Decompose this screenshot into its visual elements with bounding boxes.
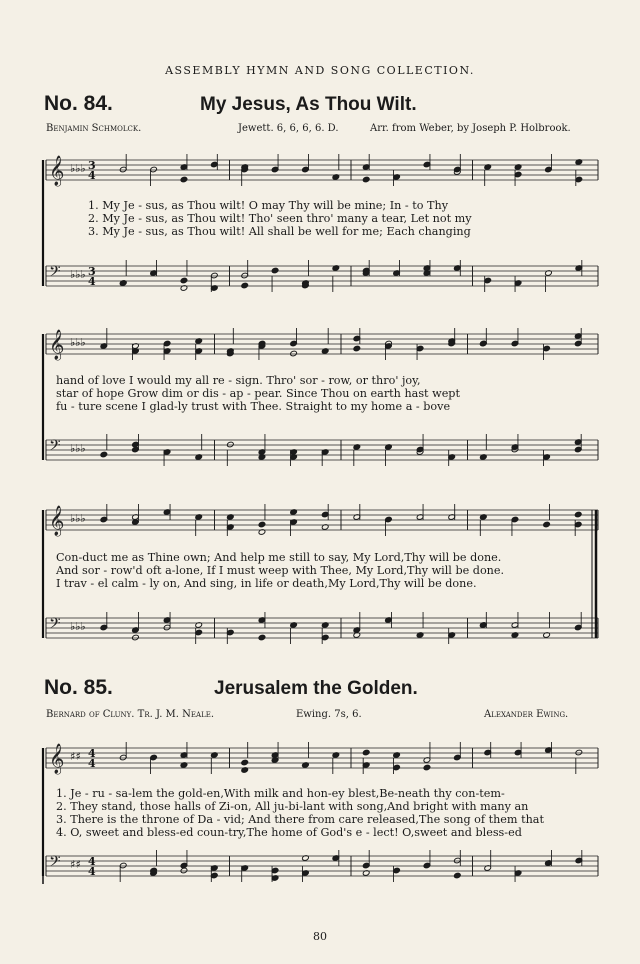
time-signature-top: 3	[88, 265, 96, 278]
hymn-84-s2-line-3: fu - ture scene I glad-ly trust with Thee. Straight to my home a - bove	[56, 400, 451, 413]
hymn-84-arrangement: Arr. from Weber, by Joseph P. Holbrook.	[370, 123, 571, 134]
bass-clef-icon: 𝄢	[49, 437, 61, 458]
time-signature-bottom: 4	[88, 865, 96, 878]
h84-system-2-treble-note	[353, 345, 361, 352]
sharp-icon: ♯♯	[70, 750, 81, 763]
hymn-84-number: No. 84.	[44, 92, 113, 115]
bass-clef-icon: 𝄢	[49, 263, 61, 284]
h84-system-3-bass-note	[132, 634, 140, 641]
h84-system-3-treble-note	[543, 521, 551, 528]
h85-system-1-bass-note	[454, 872, 462, 879]
h85-system-1-treble-note	[423, 764, 431, 771]
hymn-85-line-4: 4. O, sweet and bless-ed coun-try,The home of God's e - lect! O,sweet and bless-ed	[56, 826, 522, 839]
h84-system-1-treble-note	[362, 176, 370, 183]
time-signature-bottom: 4	[88, 757, 96, 770]
hymn-85-line-3: 3. There is the throne of Da - vid; And there from care released,The song of them that	[56, 813, 544, 826]
h84-system-2-bass-note	[100, 451, 108, 458]
hymn-84-title: My Jesus, As Thou Wilt.	[200, 94, 417, 115]
treble-clef-icon: 𝄞	[49, 744, 65, 774]
treble-clef-icon: 𝄞	[49, 156, 65, 186]
hymn-84-s2-line-2: star of hope Grow dim or dis - ap - pear. Since Thou on earth hast wept	[56, 387, 460, 400]
time-signature-top: 4	[88, 855, 96, 868]
h84-system-2-bass-note	[227, 441, 235, 448]
hymn-85-author: Bernard of Cluny. Tr. J. M. Neale.	[46, 709, 215, 720]
flat-icon: ♭♭♭	[70, 268, 86, 281]
h84-system-2-treble-note	[290, 350, 298, 357]
running-head: ASSEMBLY HYMN AND SONG COLLECTION.	[165, 64, 475, 77]
hymn-84-author: Benjamin Schmolck.	[46, 123, 142, 134]
treble-clef-icon: 𝄞	[49, 506, 65, 536]
h84-system-3-treble-note	[258, 521, 266, 528]
h85-system-1-treble-note	[575, 749, 583, 756]
flat-icon: ♭♭♭	[70, 620, 86, 633]
flat-icon: ♭♭♭	[70, 162, 86, 175]
bass-clef-icon: 𝄢	[49, 853, 61, 874]
time-signature-bottom: 4	[88, 169, 96, 182]
h84-system-1-bass-note	[271, 267, 279, 274]
h84-system-3-bass-note	[258, 634, 266, 641]
hymn-84-s2-line-1: hand of love I would my all re - sign. Thro' sor - row, or thro' joy,	[56, 374, 421, 387]
hymn-84-s3-line-3: I trav - el calm - ly on, And sing, in life or death,My Lord,Thy will be done.	[56, 577, 477, 590]
hymn-85-number: No. 85.	[44, 676, 113, 699]
time-signature-bottom: 4	[88, 275, 96, 288]
bass-clef-icon: 𝄢	[49, 615, 61, 636]
flat-icon: ♭♭♭	[70, 336, 86, 349]
page-number: 80	[313, 930, 327, 943]
treble-clef-icon: 𝄞	[49, 330, 65, 360]
sharp-icon: ♯♯	[70, 858, 81, 871]
hymn-84-s1-line-2: 2. My Je - sus, as Thou wilt! Tho' seen thro' many a tear, Let not my	[88, 212, 472, 225]
h85-system-1-bass-note	[180, 867, 188, 874]
flat-icon: ♭♭♭	[70, 442, 86, 455]
hymn-84-s1-line-1: 1. My Je - sus, as Thou wilt! O may Thy will be mine; In - to Thy	[88, 199, 449, 212]
hymn-84-s3-line-1: Con-duct me as Thine own; And help me still to say, My Lord,Thy will be done.	[56, 551, 502, 564]
h85-system-1-treble-note	[241, 759, 249, 766]
h84-system-1-bass-note	[241, 282, 249, 289]
hymn-85-line-2: 2. They stand, those halls of Zi-on, All ju-bi-lant with song,And bright with many an	[56, 800, 529, 813]
hymn-84-s3-line-2: And sor - row'd oft a-lone, If I must weep with Thee, My Lord,Thy will be done.	[56, 564, 505, 577]
h85-system-1-treble-note	[362, 749, 370, 756]
h84-system-3-treble-note	[574, 511, 582, 518]
hymn-84-s1-line-3: 3. My Je - sus, as Thou wilt! All shall be well for me; Each changing	[88, 225, 471, 238]
h84-system-1-treble-note	[180, 176, 188, 183]
hymn-84-tune: Jewett. 6, 6, 6, 6. D.	[238, 123, 339, 134]
time-signature-top: 4	[88, 747, 96, 760]
flat-icon: ♭♭♭	[70, 512, 86, 525]
h84-system-1-bass-note	[180, 277, 188, 284]
hymn-85-line-1: 1. Je - ru - sa-lem the gold-en,With milk and hon-ey blest,Be-neath thy con-tem-	[56, 787, 505, 800]
hymn-85-title: Jerusalem the Golden.	[214, 678, 418, 699]
hymn-85-tune: Ewing. 7s, 6.	[296, 709, 362, 720]
time-signature-top: 3	[88, 159, 96, 172]
hymn-85-composer: Alexander Ewing.	[484, 709, 569, 720]
